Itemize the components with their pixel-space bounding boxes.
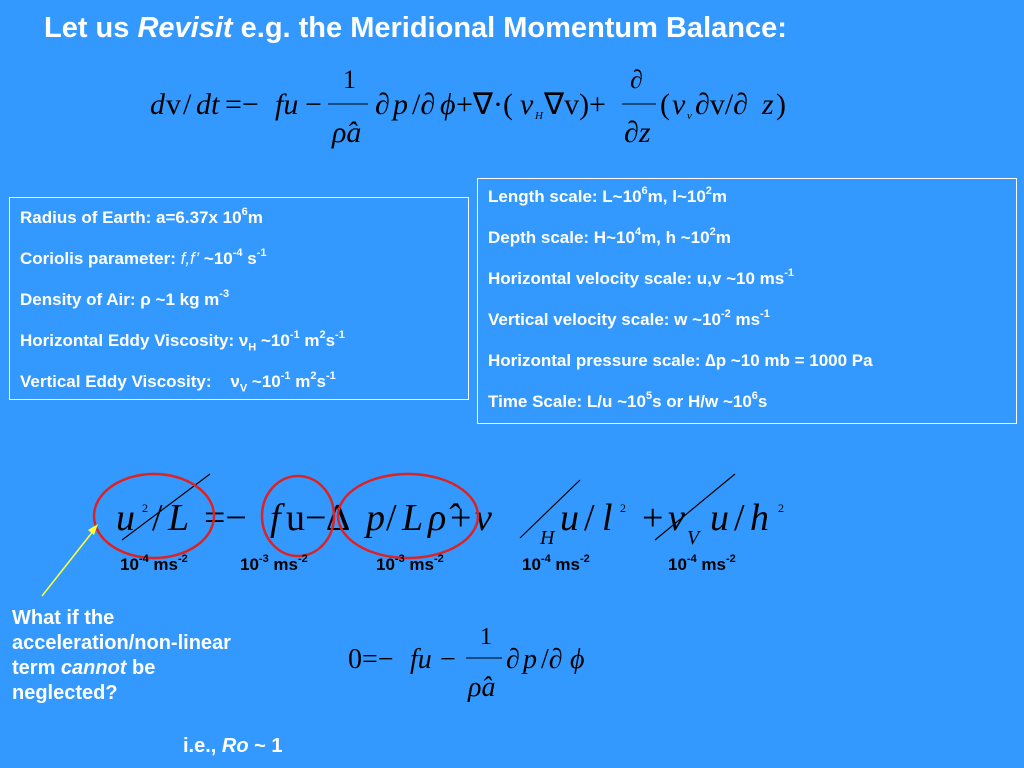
svg-text:/: /	[152, 497, 163, 539]
svg-text:=−: =−	[204, 497, 247, 539]
svg-text:ν: ν	[520, 88, 534, 121]
rossby-note: i.e., Ro ~ 1	[183, 735, 283, 757]
svg-text:/: /	[734, 497, 745, 539]
svg-text:(: (	[660, 88, 670, 121]
vertical-velocity-scale: Vertical velocity scale: w $\sim 10^{-2}$ $ms^{-1}$	[488, 308, 770, 329]
svg-text:L: L	[402, 497, 424, 539]
length-scale: Length scale: $L\sim 10^6m$, $l\sim 10^2m$	[488, 185, 728, 206]
svg-text:h: h	[750, 497, 769, 539]
svg-text:fu: fu	[410, 644, 432, 675]
svg-text:2: 2	[778, 501, 784, 515]
svg-text:/∂: /∂	[412, 88, 436, 121]
svg-text:/∂: /∂	[541, 644, 563, 675]
density-of-air: Density of Air: ρ ~1 kg $m^{-3}$	[20, 288, 230, 309]
yellow-arrow	[38, 520, 108, 600]
svg-text:): )	[776, 88, 786, 121]
svg-text:−: −	[440, 644, 456, 675]
svg-text:u−∆: u−∆	[286, 497, 350, 539]
physical-constants-box	[9, 197, 469, 400]
svg-text:f: f	[270, 497, 281, 539]
svg-text:ϕ: ϕ	[570, 644, 585, 675]
slide-title: Let us Revisit e.g. the Meridional Momentum Balance:	[44, 12, 787, 44]
svg-text:2: 2	[142, 501, 148, 515]
scaled-equation	[90, 460, 810, 560]
coriolis-parameter: Coriolis parameter: f,f’ $\sim 10^{-4}$ $s^{-1}$	[20, 247, 267, 268]
svg-text:u: u	[116, 497, 135, 539]
svg-text:ρ̂a: ρ̂a	[332, 116, 362, 149]
svg-text:ν: ν	[475, 497, 492, 539]
svg-text:ν: ν	[672, 88, 686, 121]
svg-text:∂: ∂	[630, 65, 643, 94]
radius-of-earth: Radius of Earth: a=6.37x $10^6m$	[20, 206, 263, 227]
svg-text:V: V	[687, 527, 700, 549]
horizontal-eddy-viscosity: Horizontal Eddy Viscosity: $\nu_H$ $\sim 10^{-1}$ $m^2s^{-1}$	[20, 329, 345, 354]
time-scale: Time Scale: L/u $\sim 10^5s$ or H/w $\sim 10^6s$	[488, 390, 768, 411]
svg-text:∇v)+: ∇v)+	[544, 88, 606, 121]
meridional-momentum-equation	[150, 64, 790, 154]
scales-box	[477, 178, 1017, 424]
horizontal-velocity-scale: Horizontal velocity scale: u,v ~10 $ms^{-1}$	[488, 267, 794, 288]
svg-text:d: d	[150, 88, 165, 121]
svg-text:+: +	[642, 497, 664, 539]
svg-text:+∇·(: +∇·(	[456, 88, 513, 121]
svg-text:l: l	[602, 497, 613, 539]
svg-text:ϕ: ϕ	[440, 88, 456, 121]
geostrophic-equation	[348, 622, 608, 708]
svg-text:+: +	[450, 497, 472, 539]
svg-text:1: 1	[343, 65, 356, 94]
svg-text:∂z: ∂z	[624, 116, 651, 149]
svg-text:∂: ∂	[375, 88, 390, 121]
svg-text:v: v	[687, 110, 692, 122]
svg-text:0=−: 0=−	[348, 644, 394, 675]
magnitude-pressure: $10^{-3}$ $ms^{-2}$	[376, 553, 444, 574]
svg-text:u: u	[560, 497, 579, 539]
svg-text:/: /	[183, 88, 192, 121]
svg-text:1: 1	[480, 624, 492, 650]
svg-text:dt: dt	[196, 88, 220, 121]
magnitude-acceleration: $10^{-4}$ $ms^{-2}$	[120, 553, 188, 574]
magnitude-horizontal-viscosity: $10^{-4}$ $ms^{-2}$	[522, 553, 590, 574]
svg-text:L: L	[168, 497, 190, 539]
svg-text:∂: ∂	[506, 644, 520, 675]
svg-text:p: p	[523, 644, 537, 675]
svg-text:ν: ν	[668, 497, 685, 539]
svg-text:2: 2	[620, 501, 626, 515]
horizontal-pressure-scale: Horizontal pressure scale: ∆p ~10 mb = 1000 Pa	[488, 351, 873, 370]
svg-text:v: v	[166, 88, 181, 121]
svg-text:ρ̂a: ρ̂a	[468, 672, 496, 703]
magnitude-vertical-viscosity: $10^{-4}$ $ms^{-2}$	[668, 553, 736, 574]
svg-text:p: p	[366, 497, 385, 539]
svg-text:=−: =−	[225, 88, 259, 121]
question-text: What if the acceleration/non-linear term cannot be neglected?	[12, 607, 231, 704]
vertical-eddy-viscosity: Vertical Eddy Viscosity: $\nu_V$ $\sim 10^{-1}$ $m^2s^{-1}$	[20, 370, 336, 395]
svg-text:z: z	[762, 88, 774, 121]
svg-text:p: p	[393, 88, 408, 121]
svg-text:/: /	[584, 497, 595, 539]
svg-text:u: u	[710, 497, 729, 539]
svg-text:∂v/∂: ∂v/∂	[695, 88, 748, 121]
svg-text:H: H	[535, 110, 543, 122]
svg-text:ρ̂: ρ̂	[428, 497, 447, 539]
svg-text:fu: fu	[275, 88, 299, 121]
magnitude-coriolis: $10^{-3}$ $ms^{-2}$	[240, 553, 308, 574]
svg-text:−: −	[305, 88, 322, 121]
depth-scale: Depth scale: $H\sim 10^4m$, h $\sim 10^2m$	[488, 226, 731, 247]
svg-text:/: /	[386, 497, 397, 539]
svg-text:H: H	[540, 527, 555, 549]
